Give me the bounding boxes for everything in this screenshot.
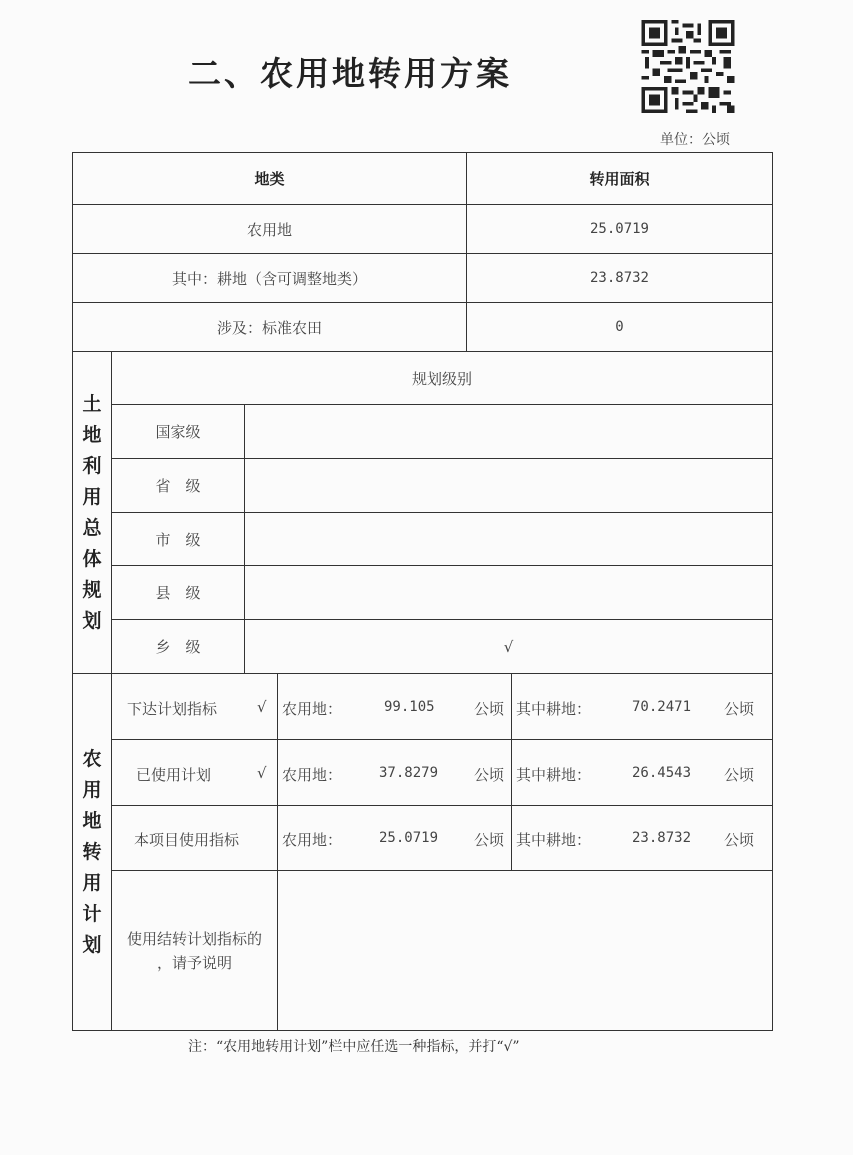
planning-side-label: 土地利用总体规划: [73, 352, 112, 674]
plan-ag-cell: [278, 740, 512, 806]
planning-level-mark: [245, 513, 773, 566]
plan-cult-label: 其中耕地：: [516, 831, 592, 849]
plan-row-check: √: [257, 764, 267, 782]
plan-ag-cell: [278, 806, 512, 871]
row-value: 23.8732: [467, 254, 773, 303]
land-conversion-table: [72, 152, 773, 1031]
plan-cult-unit: 公顷: [724, 766, 755, 784]
plan-row-label: 已使用计划: [136, 766, 212, 784]
row-value: 25.0719: [467, 205, 773, 254]
row-label: 其中：耕地（含可调整地类）: [73, 254, 467, 303]
carryover-explanation: [278, 871, 773, 1031]
plan-cult-label: 其中耕地：: [516, 766, 592, 784]
header-area: 转用面积: [467, 153, 773, 205]
plan-ag-value: 37.8279: [379, 765, 439, 781]
planning-level-label: 省 级: [112, 459, 245, 513]
plan-ag-value: 99.105: [384, 699, 435, 715]
planning-level-label: 国家级: [112, 405, 245, 459]
planning-level-mark: [245, 459, 773, 513]
planning-level-label: 县 级: [112, 566, 245, 620]
unit-label: 单位：公顷: [660, 132, 730, 148]
carryover-label-cell: [112, 871, 278, 1031]
row-label: 涉及：标准农田: [73, 303, 467, 352]
row-value: 0: [467, 303, 773, 352]
plan-cult-cell: [512, 740, 773, 806]
planning-level-mark: [245, 405, 773, 459]
page-title: 二、农用地转用方案: [188, 54, 512, 93]
plan-row-label-cell: [112, 806, 278, 871]
plan-cult-unit: 公顷: [724, 831, 755, 849]
plan-ag-cell: [278, 674, 512, 740]
plan-ag-value: 25.0719: [379, 830, 439, 846]
plan-ag-unit: 公顷: [474, 700, 505, 718]
planning-level-mark: √: [245, 620, 773, 674]
plan-cult-label: 其中耕地：: [516, 700, 592, 718]
plan-ag-label: 农用地：: [282, 766, 343, 784]
plan-cult-value: 26.4543: [632, 765, 692, 781]
plan-ag-unit: 公顷: [474, 766, 505, 784]
plan-row-label: 本项目使用指标: [134, 831, 240, 849]
plan-row-label-cell: [112, 740, 278, 806]
plan-cult-unit: 公顷: [724, 700, 755, 718]
planning-level-mark: [245, 566, 773, 620]
row-label: 农用地: [73, 205, 467, 254]
planning-level-header: 规划级别: [112, 352, 773, 405]
planning-level-label: 市 级: [112, 513, 245, 566]
header-land-type: 地类: [73, 153, 467, 205]
carryover-label-line: ，请予说明: [156, 953, 232, 972]
plan-row-label-cell: [112, 674, 278, 740]
qr-code-icon: [638, 20, 738, 113]
plan-cult-value: 23.8732: [632, 830, 692, 846]
carryover-label-line: 使用结转计划指标的: [126, 929, 262, 948]
plan-side-label: 农用地转用计划: [73, 674, 112, 1031]
plan-row-check: √: [257, 698, 267, 716]
plan-row-label: 下达计划指标: [127, 700, 218, 718]
plan-cult-value: 70.2471: [632, 699, 692, 715]
plan-ag-label: 农用地：: [282, 831, 343, 849]
plan-cult-cell: [512, 674, 773, 740]
plan-cult-cell: [512, 806, 773, 871]
plan-ag-unit: 公顷: [474, 831, 505, 849]
footnote: 注：“农用地转用计划”栏中应任选一种指标，并打“√”: [188, 1039, 520, 1055]
planning-level-label: 乡 级: [112, 620, 245, 674]
plan-ag-label: 农用地：: [282, 700, 343, 718]
